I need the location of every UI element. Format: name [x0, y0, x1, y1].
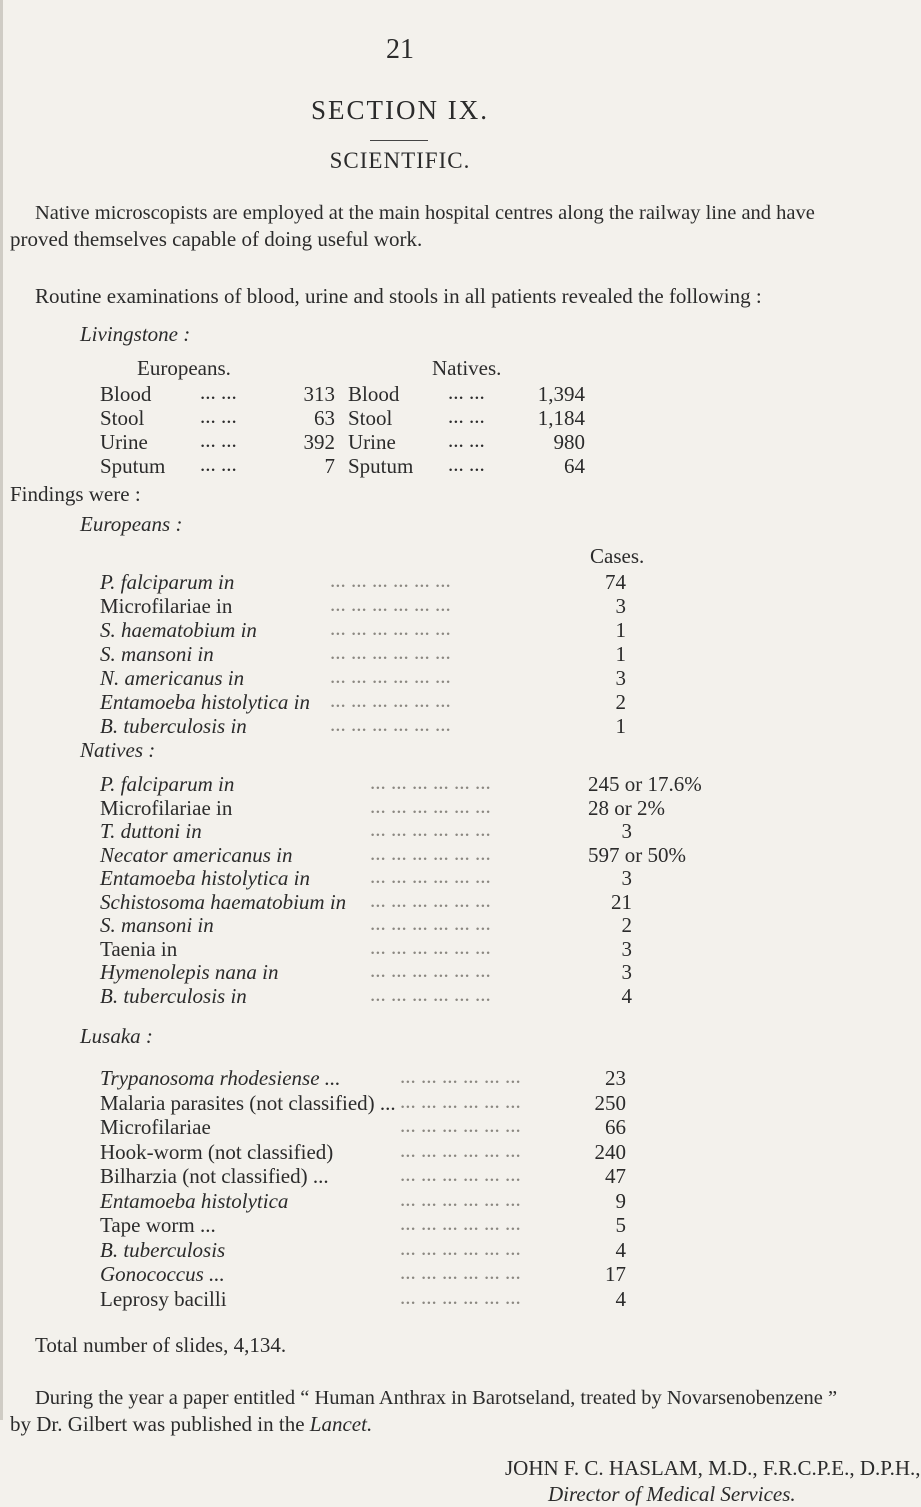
row-label: Leprosy bacilli: [100, 1286, 227, 1311]
row-value: 3: [560, 937, 632, 962]
row-value: 17: [560, 1262, 626, 1287]
findings-label: Findings were :: [10, 482, 141, 506]
row-value: 23: [560, 1066, 626, 1091]
routine-line: Routine examinations of blood, urine and stools in all patients revealed the following :: [35, 284, 762, 308]
row-label: Bilharzia (not classified) ...: [100, 1164, 329, 1188]
row-label: N. americanus in: [100, 666, 245, 690]
na-leader: ... ...: [448, 428, 485, 452]
row-leader-dots: ... ... ... ... ... ...: [400, 1284, 521, 1309]
row-value: 21: [560, 890, 632, 915]
eu-label: Sputum: [100, 454, 166, 478]
title-divider: [370, 140, 428, 141]
row-label: Entamoeba histolytica in: [100, 866, 310, 890]
row-leader-dots: ... ... ... ... ... ...: [370, 793, 491, 818]
row-label: S. haematobium in: [100, 618, 257, 642]
row-label: B. tuberculosis in: [100, 983, 247, 1008]
na-label: Urine: [348, 430, 396, 454]
row-value: 597 or 50%: [582, 843, 686, 868]
eu-value: 63: [314, 406, 335, 430]
row-label: Microfilariae: [100, 1115, 211, 1139]
natives-column-heading: Natives.: [432, 356, 502, 380]
row-leader-dots: ... ... ... ... ... ...: [370, 934, 491, 959]
row-label: Malaria parasites (not classified) ...: [100, 1090, 396, 1115]
row-label: S. mansoni in: [100, 913, 214, 937]
row-label: T. duttoni in: [100, 819, 202, 843]
row-leader-dots: ... ... ... ... ... ...: [330, 640, 451, 664]
row-label: Entamoeba histolytica in: [100, 690, 310, 714]
row-leader-dots: ... ... ... ... ... ...: [400, 1260, 521, 1284]
eu-label: Urine: [100, 430, 148, 454]
row-label: B. tuberculosis in: [100, 714, 247, 738]
row-label: Microfilariae in: [100, 594, 233, 618]
row-leader-dots: ... ... ... ... ... ...: [370, 911, 491, 935]
na-label: Sputum: [348, 454, 414, 478]
na-value: 1,394: [537, 382, 585, 406]
row-leader-dots: ... ... ... ... ... ...: [370, 887, 491, 912]
na-leader: ... ...: [448, 404, 485, 428]
row-value: 66: [560, 1115, 626, 1140]
row-value: 47: [560, 1164, 626, 1189]
row-value: 1: [560, 642, 626, 667]
row-leader-dots: ... ... ... ... ... ...: [330, 616, 451, 640]
na-leader: ... ...: [448, 380, 485, 404]
row-leader-dots: ... ... ... ... ... ...: [400, 1088, 521, 1113]
row-label: B. tuberculosis: [100, 1237, 226, 1262]
closing-line-2: [10, 1411, 372, 1438]
row-leader-dots: ... ... ... ... ... ...: [400, 1186, 521, 1211]
signature-title: Director of Medical Services.: [548, 1482, 796, 1506]
row-leader-dots: ... ... ... ... ... ...: [370, 817, 491, 841]
section-title: SECTION IX.: [311, 95, 489, 125]
row-leader-dots: ... ... ... ... ... ...: [400, 1162, 521, 1186]
row-leader-dots: ... ... ... ... ... ...: [370, 864, 491, 888]
row-value: 4: [560, 1287, 626, 1312]
row-leader-dots: ... ... ... ... ... ...: [330, 568, 451, 592]
row-value: 1: [560, 714, 626, 739]
row-value: 4: [560, 1238, 626, 1263]
row-value: 3: [560, 819, 632, 844]
row-leader-dots: ... ... ... ... ... ...: [370, 840, 491, 865]
row-value: 240: [560, 1140, 626, 1165]
cases-header: Cases.: [590, 544, 645, 568]
eu-value: 313: [303, 382, 335, 406]
eu-value: 7: [324, 454, 335, 478]
na-label: Stool: [348, 406, 393, 430]
row-label: Entamoeba histolytica: [100, 1188, 289, 1213]
na-value: 1,184: [537, 406, 585, 430]
row-value: 3: [560, 594, 626, 619]
row-leader-dots: ... ... ... ... ... ...: [400, 1211, 521, 1235]
row-label: Necator americanus in: [100, 842, 293, 867]
page-edge-shadow: [0, 0, 3, 1420]
natives-findings-heading: Natives :: [80, 738, 156, 762]
row-leader-dots: ... ... ... ... ... ...: [400, 1113, 521, 1137]
journal-name: Lancet.: [309, 1412, 373, 1436]
row-value: 3: [560, 866, 632, 891]
signature-name: JOHN F. C. HASLAM, M.D., F.R.C.P.E., D.P.H.,: [505, 1456, 921, 1480]
row-leader-dots: ... ... ... ... ... ...: [330, 712, 451, 736]
row-value: 28 or 2%: [582, 796, 665, 821]
eu-value: 392: [303, 430, 335, 454]
row-leader-dots: ... ... ... ... ... ...: [400, 1235, 521, 1260]
row-label: S. mansoni in: [100, 642, 214, 666]
row-value: 2: [560, 913, 632, 938]
row-leader-dots: ... ... ... ... ... ...: [330, 592, 451, 616]
row-label: Trypanosoma rhodesiense ...: [100, 1066, 341, 1090]
row-value: 2: [560, 690, 626, 715]
row-value: 9: [560, 1189, 626, 1214]
eu-leader: ... ...: [200, 428, 237, 452]
row-leader-dots: ... ... ... ... ... ...: [330, 664, 451, 688]
row-leader-dots: ... ... ... ... ... ...: [400, 1137, 521, 1162]
total-slides: Total number of slides, 4,134.: [35, 1333, 287, 1357]
row-value: 250: [560, 1091, 626, 1116]
row-label: Hook-worm (not classified): [100, 1139, 334, 1164]
lusaka-heading: Lusaka :: [80, 1024, 153, 1048]
row-label: Taenia in: [100, 936, 178, 961]
row-value: 74: [560, 570, 626, 595]
closing-line-1: During the year a paper entitled “ Human Anthrax in Barotseland, treated by Novarsenobenzene ”: [35, 1387, 838, 1409]
row-label: P. falciparum in: [100, 570, 235, 594]
section-subtitle: SCIENTIFIC.: [329, 148, 471, 173]
row-label: Microfilariae in: [100, 795, 233, 820]
europeans-column-heading: Europeans.: [137, 356, 231, 380]
row-leader-dots: ... ... ... ... ... ...: [370, 770, 491, 794]
na-value: 980: [553, 430, 585, 454]
row-label: Schistosoma haematobium in: [100, 889, 347, 914]
row-value: 1: [560, 618, 626, 643]
eu-label: Stool: [100, 406, 145, 430]
livingstone-heading: Livingstone :: [80, 322, 191, 346]
intro-line-1: Native microscopists are employed at the main hospital centres along the railway line and have: [35, 202, 815, 224]
row-leader-dots: ... ... ... ... ... ...: [370, 958, 491, 982]
row-label: P. falciparum in: [100, 772, 235, 796]
na-value: 64: [564, 454, 585, 478]
na-leader: ... ...: [448, 452, 485, 476]
europeans-findings-heading: Europeans :: [80, 512, 183, 536]
row-value: 3: [560, 666, 626, 691]
intro-line-2: proved themselves capable of doing useful work.: [10, 227, 423, 251]
eu-label: Blood: [100, 382, 152, 406]
row-leader-dots: ... ... ... ... ... ...: [370, 981, 491, 1006]
eu-leader: ... ...: [200, 452, 237, 476]
row-value: 5: [560, 1213, 626, 1238]
eu-leader: ... ...: [200, 380, 237, 404]
row-value: 3: [560, 960, 632, 985]
closing-text: by Dr. Gilbert was published in the: [10, 1412, 310, 1436]
row-label: Hymenolepis nana in: [100, 960, 279, 984]
row-label: Tape worm ...: [100, 1213, 216, 1237]
page-number: 21: [386, 34, 414, 65]
row-label: Gonococcus ...: [100, 1262, 225, 1286]
row-value: 4: [560, 984, 632, 1009]
row-leader-dots: ... ... ... ... ... ...: [400, 1064, 521, 1088]
na-label: Blood: [348, 382, 400, 406]
row-leader-dots: ... ... ... ... ... ...: [330, 688, 451, 712]
eu-leader: ... ...: [200, 404, 237, 428]
row-value: 245 or 17.6%: [582, 772, 702, 797]
